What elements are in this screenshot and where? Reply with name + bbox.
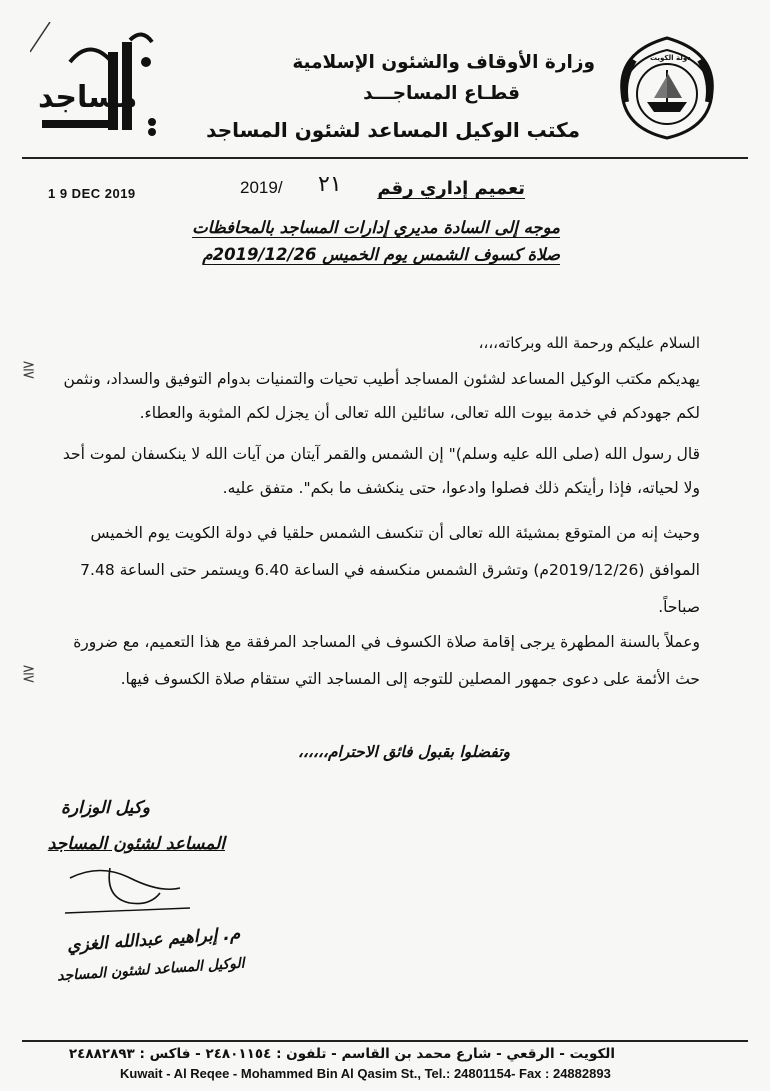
emblem-text: دولة الكويت — [650, 54, 691, 62]
header-divider — [22, 157, 748, 159]
paragraph-1: يهديكم مكتب الوكيل المساعد لشئون المساجد أطيب تحيات والتمنيات بدوام التوفيق والسداد، ونثمن لكم جهودكم في خدمة بيوت الله تعالى، سائلين الله تعالى أن يجزل لكم المثوبة والعطاء. — [63, 370, 700, 422]
margin-mark: ⋛ — [22, 664, 36, 683]
paragraph-2: قال رسول الله (صلى الله عليه وسلم)" إن الشمس والقمر آيتان من آيات الله لا ينكسفان لموت أحد ولا لحياته، فإذا رأيتكم ذلك فصلوا وادعوا، حتى ينكشف ما بكم". متفق عليه. — [62, 445, 700, 497]
received-date-stamp: 1 9 DEC 2019 — [48, 186, 136, 201]
signature-title-1: وكيل الوزارة — [61, 798, 150, 818]
footer-divider — [22, 1040, 748, 1042]
subject-date: 2019/12/26م — [202, 245, 317, 264]
circular-label: تعميم إداري رقم — [377, 178, 525, 199]
footer-address-english: Kuwait - Al Reqee - Mohammed Bin Al Qasim St., Tel.: 24801154- Fax : 24882893 — [120, 1066, 611, 1081]
circular-number: ٢١ — [318, 172, 342, 197]
office-title: مكتب الوكيل المساعد لشئون المساجد — [206, 118, 580, 142]
addressee-line: موجه إلى السادة مديري إدارات المساجد بالمحافظات — [192, 218, 560, 237]
signatory-name: م. إبراهيم عبدالله الغزي — [66, 923, 241, 957]
circular-year: 2019/ — [240, 178, 283, 197]
kuwait-emblem — [612, 32, 722, 142]
ministry-title: وزارة الأوقاف والشئون الإسلامية — [292, 52, 595, 73]
logo-text: مساجد — [38, 80, 138, 115]
greeting: السلام عليكم ورحمة الله وبركاته،،،، — [478, 334, 700, 352]
handwritten-signature — [60, 858, 200, 928]
paragraph-4: وعملاً بالسنة المطهرة يرجى إقامة صلاة الكسوف في المساجد المرفقة مع هذا التعميم، مع ضرورة حث الأئمة على دعوى جمهور المصلين للتوجه إلى المساجد التي ستقام صلاة الكسوف فيها. — [73, 633, 700, 688]
subject-line — [202, 245, 560, 264]
subject-prefix: صلاة كسوف الشمس يوم الخميس — [322, 245, 560, 264]
closing-line: وتفضلوا بقبول فائق الاحترام،،،،،، — [297, 743, 510, 761]
sector-title: قطـاع المساجـــد — [363, 83, 520, 104]
masajed-logo — [30, 22, 160, 142]
signatory-title: الوكيل المساعد لشئون المساجد — [56, 955, 246, 985]
signature-title-2: المساعد لشئون المساجد — [47, 834, 225, 854]
paragraph-3: وحيث إنه من المتوقع بمشيئة الله تعالى أن تنكسف الشمس حلقيا في دولة الكويت يوم الخميس الموافق (2019/12/26م) وتشرق الشمس منكسفه في الساعة 6.40 ويستمر حتى الساعة 7.48 صباحاً. — [80, 524, 700, 616]
footer-address-arabic: الكويت - الرقعي - شارع محمد بن القاسم - تلفون : ٢٤٨٠١١٥٤ - فاكس : ٢٤٨٨٢٨٩٣ — [68, 1046, 615, 1062]
margin-mark: ⋛ — [22, 360, 36, 379]
